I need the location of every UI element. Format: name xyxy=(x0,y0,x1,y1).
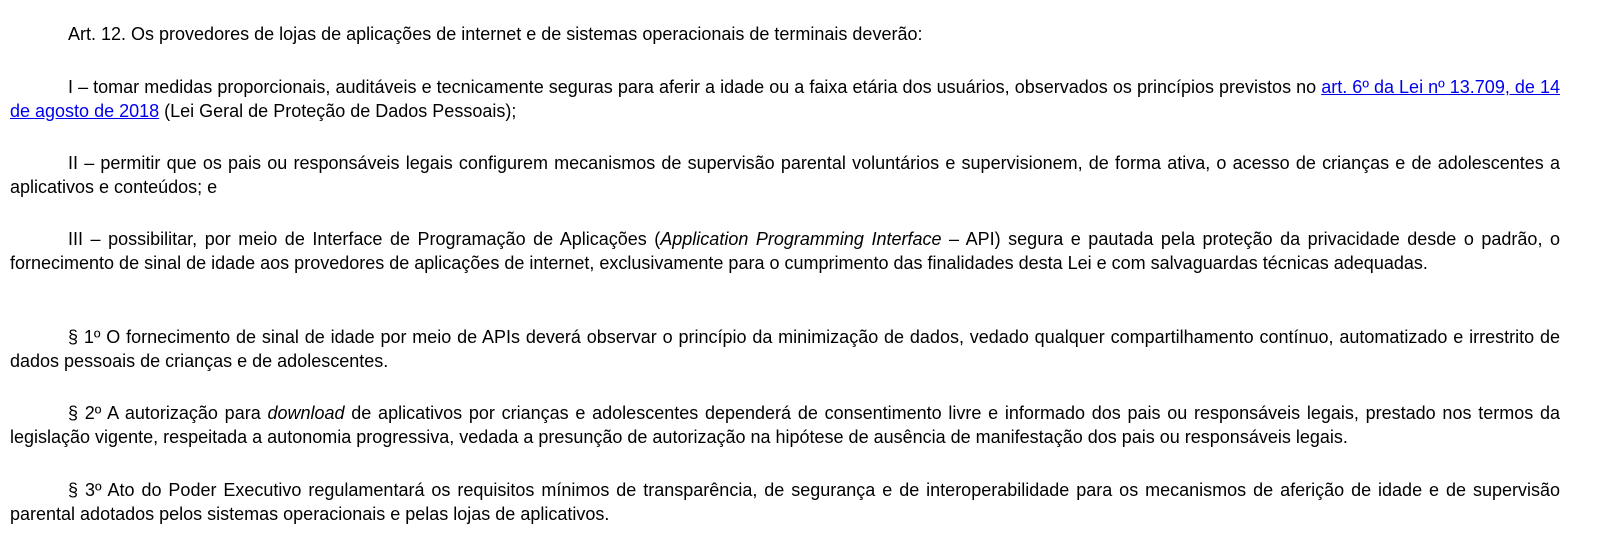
inciso-ii: II – permitir que os pais ou responsáveis legais configurem mecanismos de supervisão parental voluntários e supervisionem, de forma ativa, o acesso de crianças e de adolescentes a aplicativos e conteúdos; e xyxy=(10,153,1560,197)
paragrafo-2-text-before: § 2º A autorização para xyxy=(68,403,268,423)
lgpd-article-link[interactable]: art. 6º da Lei nº 13.709, de 14 de agosto de 2018 xyxy=(10,77,1561,121)
paragrafo-2 xyxy=(10,401,1560,449)
inciso-i-text-before: I – tomar medidas proporcionais, auditáveis e tecnicamente seguras para aferir a idade ou a faixa etária dos usuários, observados os princípios previstos no xyxy=(68,77,1322,97)
inciso-i xyxy=(10,75,1560,123)
paragrafo-2-italic-term: download xyxy=(267,403,345,423)
inciso-iii-text-after: – API) segura e pautada pela proteção da privacidade desde o padrão, o fornecimento de sinal de idade aos provedores de aplicações de internet, exclusivamente para o cumprimento das finalidades desta Lei e com salvaguardas técnicas adequadas. xyxy=(10,229,1561,273)
inciso-iii-text-before: III – possibilitar, por meio de Interface de Programação de Aplicações ( xyxy=(68,229,661,249)
article-caput: Art. 12. Os provedores de lojas de aplicações de internet e de sistemas operacionais de terminais deverão: xyxy=(68,24,923,44)
paragrafo-2-text-after: de aplicativos por crianças e adolescentes dependerá de consentimento livre e informado dos pais ou responsáveis legais, prestado nos termos da legislação vigente, respeitada a autonomia progressiva, vedada a presunção de autorização na hipótese de ausência de manifestação dos pais ou responsáveis legais. xyxy=(10,403,1560,447)
paragrafo-3: § 3º Ato do Poder Executivo regulamentará os requisitos mínimos de transparência, de segurança e de interoperabilidade para os mecanismos de aferição de idade e de supervisão parental adotados pelos sistemas operacionais e pelas lojas de aplicativos. xyxy=(10,480,1560,524)
inciso-iii-italic-term: Application Programming Interface xyxy=(660,229,942,249)
inciso-iii xyxy=(10,227,1560,275)
inciso-i-text-after: (Lei Geral de Proteção de Dados Pessoais); xyxy=(159,101,517,121)
paragrafo-1: § 1º O fornecimento de sinal de idade por meio de APIs deverá observar o princípio da minimização de dados, vedado qualquer compartilhamento contínuo, automatizado e irrestrito de dados pessoais de crianças e de adolescentes. xyxy=(10,327,1560,371)
